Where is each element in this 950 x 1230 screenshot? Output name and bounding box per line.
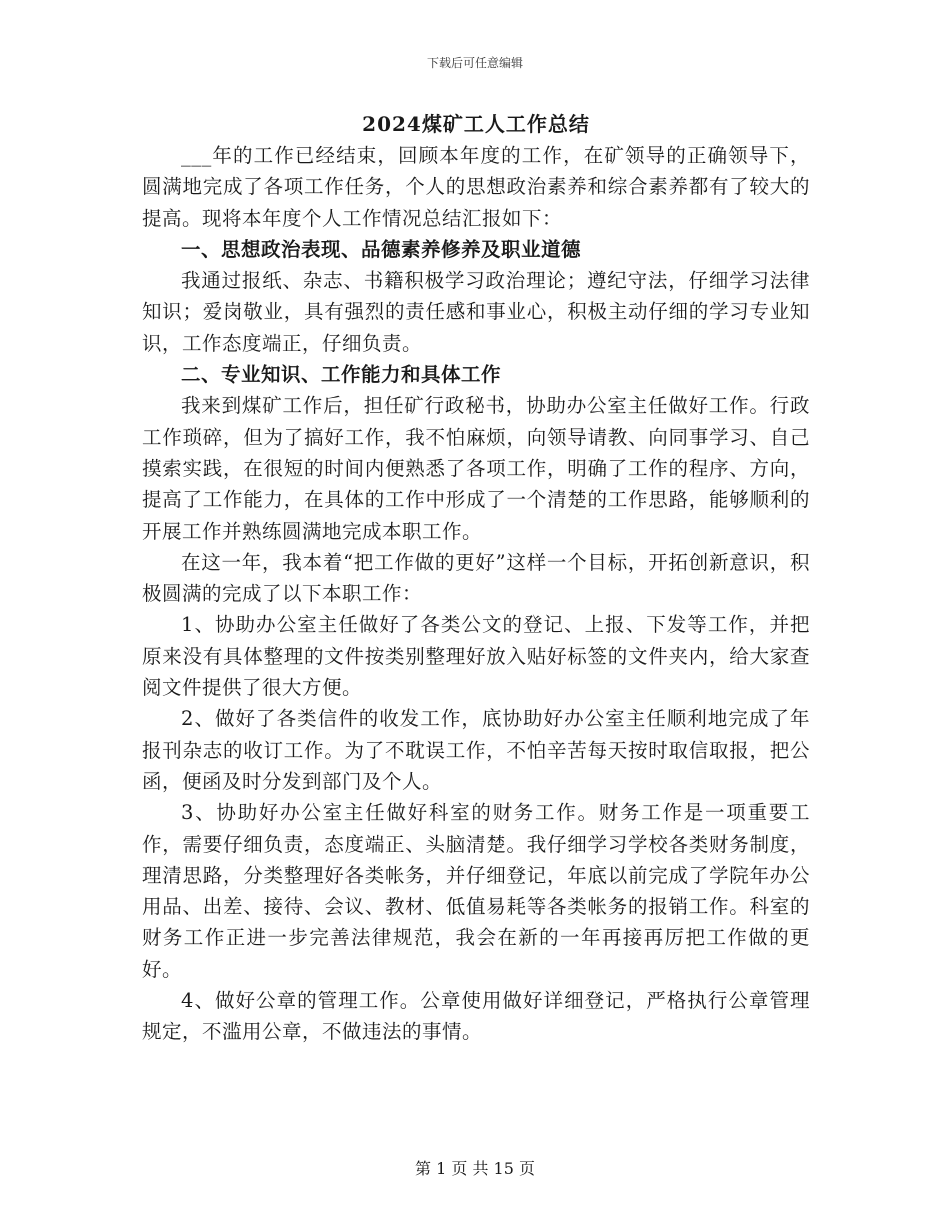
list-item-4: 4、做好公章的管理工作。公章使用做好详细登记，严格执行公章管理规定，不滥用公章，不做违法的事情。 [142, 989, 810, 1044]
section-heading-2: 二、专业知识、工作能力和具体工作 [181, 363, 502, 387]
document-body [142, 108, 810, 1048]
section-heading-1: 一、思想政治表现、品德素养修养及职业道德 [181, 237, 582, 261]
header-note: 下载后可任意编辑 [426, 56, 523, 70]
section-1-paragraph: 我通过报纸、杂志、书籍积极学习政治理论；遵纪守法，仔细学习法律知识；爱岗敬业，具有强烈的责任感和事业心，积极主动仔细的学习专业知识，工作态度端正，仔细负责。 [142, 269, 810, 355]
list-item-2: 2、做好了各类信件的收发工作，底协助好办公室主任顺利地完成了年报刊杂志的收订工作。为了不耽误工作，不怕辛苦每天按时取信取报，把公函，便函及时分发到部门及个人。 [142, 707, 810, 793]
list-item-1: 1、协助办公室主任做好了各类公文的登记、上报、下发等工作，并把原来没有具体整理的文件按类别整理好放入贴好标签的文件夹内，给大家查阅文件提供了很大方便。 [142, 613, 810, 700]
section-2-paragraph: 我来到煤矿工作后，担任矿行政秘书，协助办公室主任做好工作。行政工作琐碎，但为了搞好工作，我不怕麻烦，向领导请教、向同事学习、自己摸索实践，在很短的时间内便熟悉了各项工作，明确了工作的程序、方向，提高了工作能力，在具体的工作中形成了一个清楚的工作思路，能够顺利的开展工作并熟练圆满地完成本职工作。 [142, 394, 810, 543]
intro-paragraph: ___年的工作已经结束，回顾本年度的工作，在矿领导的正确领导下，圆满地完成了各项工作任务，个人的思想政治素养和综合素养都有了较大的提高。现将本年度个人工作情况总结汇报如下： [142, 144, 810, 230]
page-footer: 第 1 页 共 15 页 [415, 1159, 535, 1178]
list-item-3: 3、协助好办公室主任做好科室的财务工作。财务工作是一项重要工作，需要仔细负责，态度端正、头脑清楚。我仔细学习学校各类财务制度，理清思路，分类整理好各类帐务，并仔细登记，年底以前完成了学院年办公用品、出差、接待、会议、教材、低值易耗等各类帐务的报销工作。科室的财务工作正进一步完善法律规范，我会在新的一年再接再厉把工作做的更好。 [142, 801, 810, 981]
goal-paragraph: 在这一年，我本着“把工作做的更好”这样一个目标，开拓创新意识，积极圆满的完成了以下本职工作： [142, 550, 810, 606]
document-title: 2024煤矿工人工作总结 [362, 112, 590, 136]
